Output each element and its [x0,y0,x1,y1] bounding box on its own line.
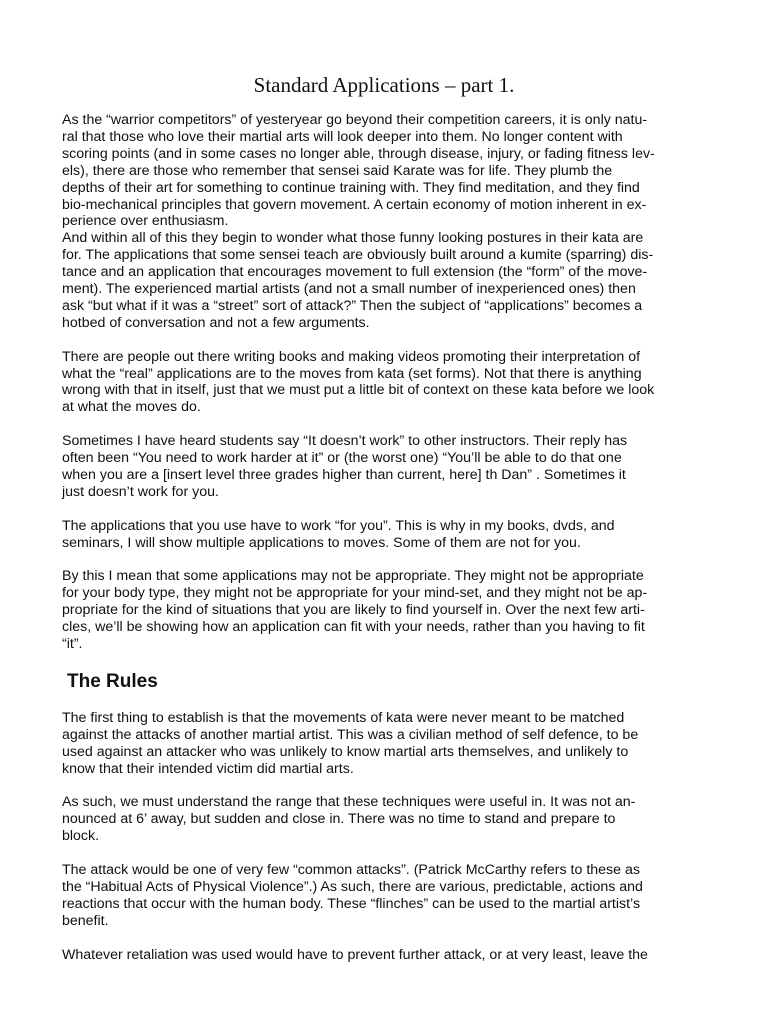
section-heading-the-rules: The Rules [67,670,158,692]
paragraph-intro-5: The applications that you use have to work “for you”. This is why in my books, dvds, and seminars, I will show multiple applications to moves. Some of them are not for you. [62,517,615,551]
paragraph-rules-2: As such, we must understand the range that these techniques were useful in. It was not an- nounced at 6’ away, but sudden and close in. There was no time to stand and prepare to block. [62,794,636,845]
paragraph-rules-3: The attack would be one of very few “common attacks”. (Patrick McCarthy refers to these as the “Habitual Acts of Physical Violence”.) As such, there are various, predictable, actions and reactions that occur with the human body. These “flinches” can be used to the martial artist’s benefit. [62,862,643,929]
paragraph-intro-1: As the “warrior competitors” of yesteryear go beyond their competition careers, it is only natu- ral that those who love their martial arts will look deeper into them. No longer content with scoring points (and in some cases no longer able, through disease, injury, or fading fitness lev- els), there are those who remember that sensei said Karate was for life. They plumb the depths of their art for something to continue training with. They find meditation, and they find bio-mechanical principles that govern movement. A certain economy of motion inherent in ex- perience over enthusiasm. [62,112,655,230]
paragraph-intro-2: And within all of this they begin to wonder what those funny looking postures in their kata are for. The applications that some sensei teach are obviously built around a kumite (sparring) dis- tance and an application that encourages movement to full extension (the “form” of the move- ment). The experienced martial artists (and not a small number of inexperienced ones) then ask “but what if it was a “street” sort of attack?” Then the subject of “applications” becomes a hotbed of conversation and not a few arguments. [62,230,654,331]
page-title: Standard Applications – part 1. [253,73,515,97]
paragraph-rules-1: The first thing to establish is that the movements of kata were never meant to be matched against the attacks of another martial artist. This was a civilian method of self defence, to be used against an attacker who was unlikely to know martial arts themselves, and unlikely to know that their intended victim did martial arts. [62,709,639,777]
paragraph-intro-4: Sometimes I have heard students say “It doesn’t work” to other instructors. Their reply has often been “You need to work harder at it” or (the worst one) “You’ll be able to do that one when you are a [insert level three grades higher than current, here] th Dan” . Sometimes it just doesn’t work for you. [62,433,628,500]
paragraph-rules-4: Whatever retaliation was used would have to prevent further attack, or at very least, leave the [62,946,648,963]
paragraph-intro-3: There are people out there writing books and making videos promoting their interpretation of what the “real” applications are to the moves from kata (set forms). Not that there is anything wrong with that in itself, just that we must put a little bit of context on these kata before we look at what the moves do. [62,348,655,416]
paragraph-intro-6: By this I mean that some applications may not be appropriate. They might not be appropriate for your body type, they might not be appropriate for your mind-set, and they might not be ap- propriate for the kind of situations that you are likely to find yourself in. Over the next few arti- cles, we’ll be showing how an application can fit with your needs, rather than you having to fit “it”. [62,568,648,653]
document-body [62,112,714,963]
